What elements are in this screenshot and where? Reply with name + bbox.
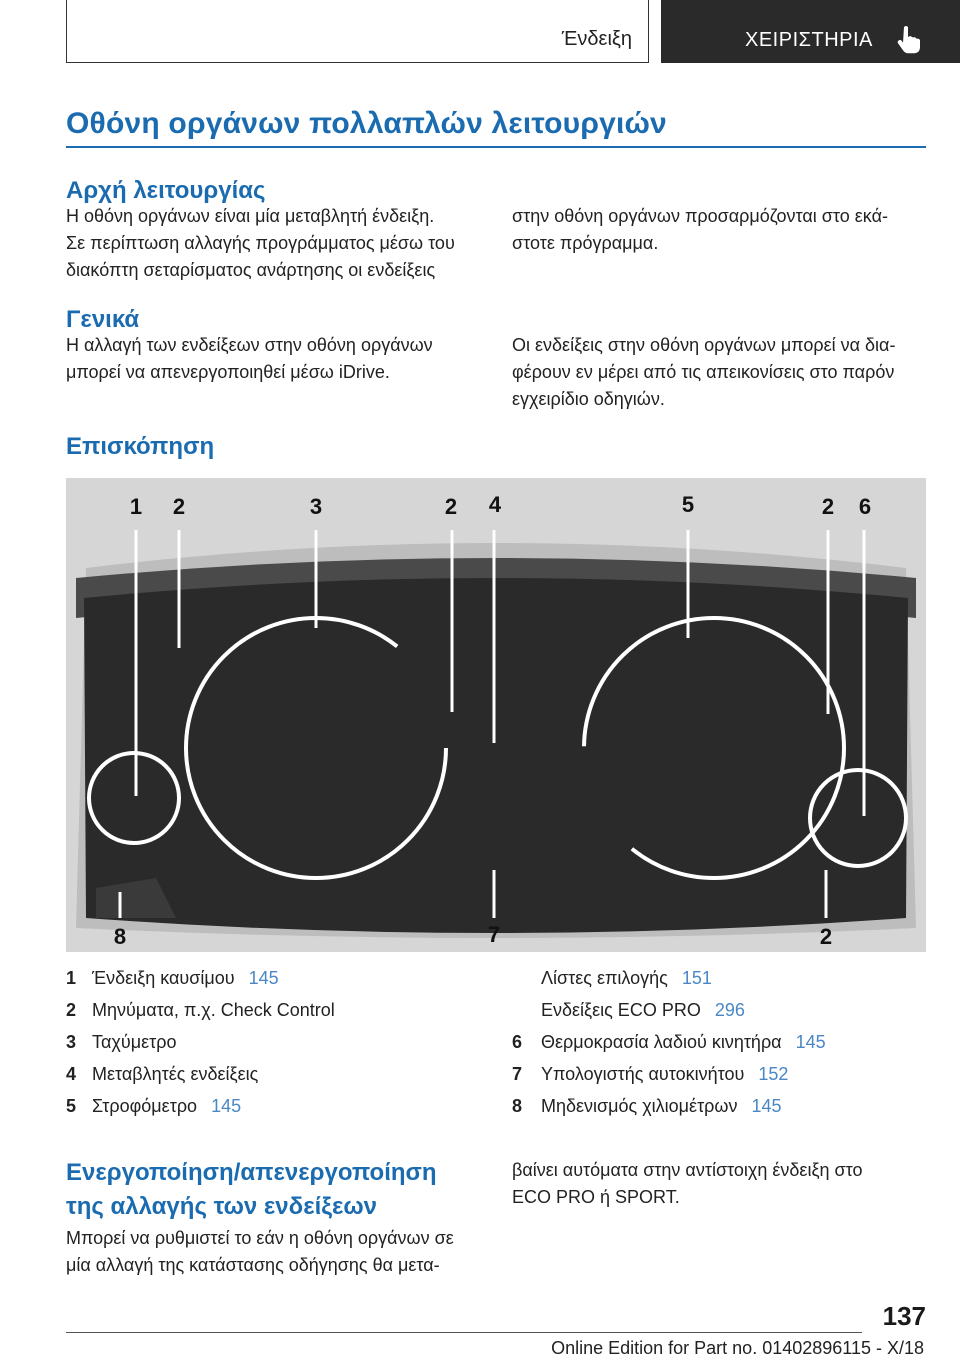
text-line: μπορεί να απενεργοποιηθεί μέσω iDrive. — [66, 362, 390, 382]
text-line: διακόπτη σεταρίσματος ανάρτησης οι ενδείξεις — [66, 260, 436, 280]
section-principle-right — [512, 203, 932, 257]
section-heading-activation — [66, 1156, 437, 1224]
text-line: μία αλλαγή της κατάστασης οδήγησης θα μετα- — [66, 1255, 440, 1275]
text-line: Μπορεί να ρυθμιστεί το εάν η οθόνη οργάνων σε — [66, 1228, 454, 1248]
callout-number: 2 — [172, 494, 186, 519]
page-number: 137 — [882, 1301, 926, 1331]
page-reference-link[interactable]: 145 — [751, 1096, 782, 1116]
text-line: ECO PRO ή SPORT. — [512, 1187, 680, 1207]
section-activation-left — [66, 1225, 486, 1279]
instrument-cluster-illustration — [66, 478, 926, 952]
heading-line: της αλλαγής των ενδείξεων — [66, 1193, 377, 1220]
callout-number: 2 — [819, 924, 833, 949]
callout-number: 8 — [113, 924, 127, 949]
text-line: Η αλλαγή των ενδείξεων στην οθόνη οργάνων — [66, 335, 433, 355]
legend-item: 6 Θερμοκρασία λαδιού κινητήρα 145 — [512, 1032, 826, 1052]
legend-item: 7 Υπολογιστής αυτοκινήτου 152 — [512, 1064, 789, 1084]
callout-number: 1 — [129, 494, 143, 519]
legend-item: 5 Στροφόμετρο 145 — [66, 1096, 242, 1116]
section-principle-left — [66, 203, 486, 284]
legend-item: 3 Ταχύμετρο — [66, 1032, 177, 1052]
section-heading-principle: Αρχή λειτουργίας — [66, 177, 266, 204]
section-general-left — [66, 332, 486, 386]
legend-item: 4 Μεταβλητές ενδείξεις — [66, 1064, 259, 1084]
page-reference-link[interactable]: 145 — [795, 1032, 826, 1052]
legend-item: Λίστες επιλογής 151 — [541, 968, 712, 988]
instrument-cluster-figure — [66, 478, 926, 952]
hand-pointer-icon — [895, 24, 923, 54]
page-reference-link[interactable]: 145 — [211, 1096, 242, 1116]
heading-line: Ενεργοποίηση/απενεργοποίηση — [66, 1159, 437, 1186]
footer-edition: Online Edition for Part no. 01402896115 - X/18 — [551, 1338, 924, 1358]
callout-number: 5 — [681, 492, 695, 517]
callout-number: 2 — [444, 494, 458, 519]
footer-divider — [66, 1332, 862, 1333]
callout-number: 3 — [309, 494, 323, 519]
header-tab-controls — [661, 0, 960, 63]
section-general-right — [512, 332, 932, 413]
header-tab-controls-label: ΧΕΙΡΙΣΤΗΡΙΑ — [745, 29, 873, 51]
callout-number: 6 — [858, 494, 872, 519]
callout-number: 2 — [821, 494, 835, 519]
section-heading-general: Γενικά — [66, 306, 140, 333]
callout-number: 4 — [488, 492, 502, 517]
legend-item: 8 Μηδενισμός χιλιομέτρων 145 — [512, 1096, 782, 1116]
legend-item: Ενδείξεις ECO PRO 296 — [541, 1000, 745, 1020]
page-reference-link[interactable]: 152 — [758, 1064, 789, 1084]
text-line: Η οθόνη οργάνων είναι μία μεταβλητή ένδειξη. — [66, 206, 435, 226]
header-tab-display — [66, 0, 649, 63]
text-line: εγχειρίδιο οδηγιών. — [512, 389, 665, 409]
page-reference-link[interactable]: 296 — [714, 1000, 745, 1020]
callout-number: 7 — [487, 922, 501, 947]
legend-right — [512, 968, 932, 1128]
legend-left — [66, 968, 486, 1128]
text-line: Οι ενδείξεις στην οθόνη οργάνων μπορεί να δια- — [512, 335, 896, 355]
text-line: στην οθόνη οργάνων προσαρμόζονται στο εκά- — [512, 206, 888, 226]
section-activation-right — [512, 1157, 932, 1211]
section-heading-overview: Επισκόπηση — [66, 433, 215, 460]
legend-item: 2 Μηνύματα, π.χ. Check Control — [66, 1000, 335, 1020]
text-line: βαίνει αυτόματα στην αντίστοιχη ένδειξη στο — [512, 1160, 863, 1180]
page-reference-link[interactable]: 151 — [681, 968, 712, 988]
title-divider — [66, 146, 926, 148]
text-line: φέρουν εν μέρει από τις απεικονίσεις στο παρόν — [512, 362, 895, 382]
legend-item: 1 Ένδειξη καυσίμου 145 — [66, 968, 279, 988]
text-line: Σε περίπτωση αλλαγής προγράμματος μέσω του — [66, 233, 455, 253]
page-title: Οθόνη οργάνων πολλαπλών λειτουργιών — [66, 107, 667, 140]
page-reference-link[interactable]: 145 — [248, 968, 279, 988]
header-tab-display-label: Ένδειξη — [561, 28, 632, 50]
text-line: στοτε πρόγραμμα. — [512, 233, 659, 253]
